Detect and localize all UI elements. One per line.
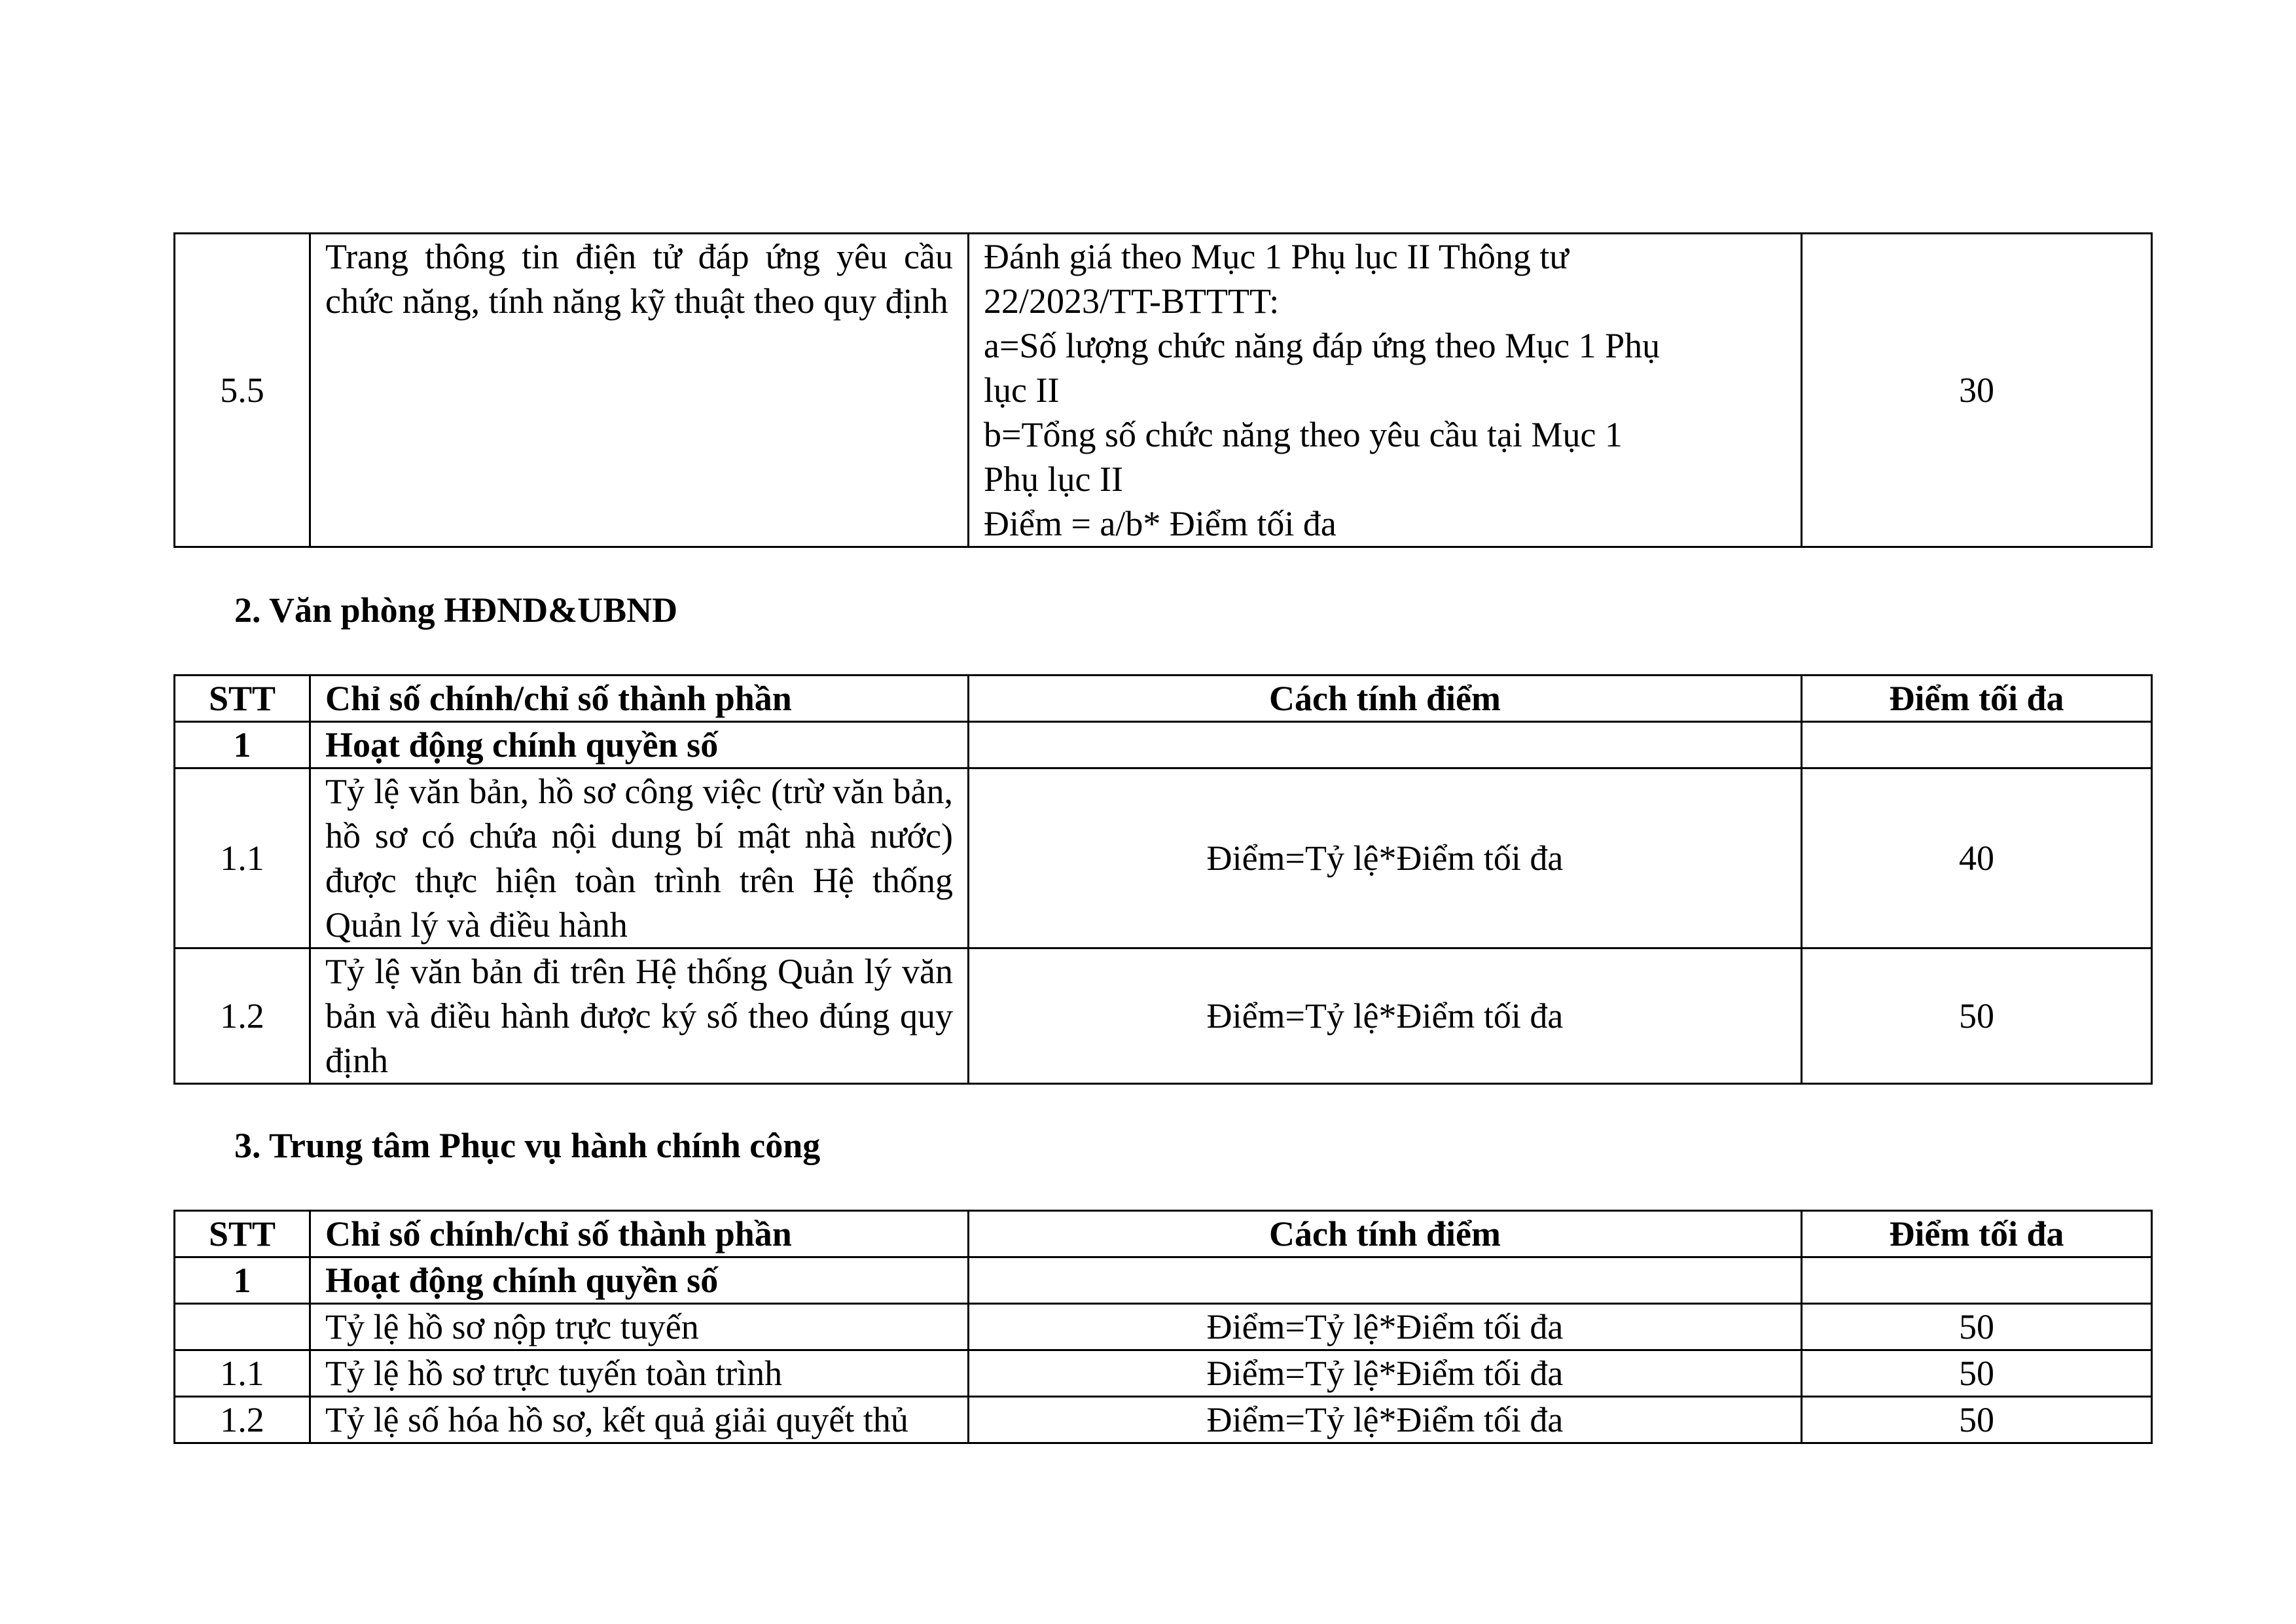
row-stt: 5.5 [175, 234, 310, 547]
method-line: b=Tổng số chức năng theo yêu cầu tại Mục 1 [984, 415, 1623, 454]
header-stt: STT [175, 1211, 310, 1257]
method-line: lục II [984, 370, 1060, 410]
header-indicator: Chỉ số chính/chỉ số thành phần [310, 1211, 969, 1257]
method-line: Đánh giá theo Mục 1 Phụ lục II Thông tư [984, 237, 1569, 276]
row-method: Điểm=Tỷ lệ*Điểm tối đa [969, 1397, 1802, 1443]
row-stt: 1.2 [175, 1397, 310, 1443]
row-stt [175, 1304, 310, 1350]
header-indicator: Chỉ số chính/chỉ số thành phần [310, 676, 969, 722]
table-header-row [175, 676, 2152, 722]
table-row [175, 768, 2152, 948]
header-stt: STT [175, 676, 310, 722]
method-line: Điểm = a/b* Điểm tối đa [984, 504, 1336, 543]
row-method: Điểm=Tỷ lệ*Điểm tối đa [969, 948, 1802, 1084]
table-row [175, 1350, 2152, 1397]
row-max-score: 50 [1802, 1397, 2152, 1443]
section-heading: 3. Trung tâm Phục vụ hành chính công [234, 1126, 821, 1165]
row-stt: 1.1 [175, 768, 310, 948]
group-title: Hoạt động chính quyền số [310, 1257, 969, 1304]
table-header-row [175, 1211, 2152, 1257]
empty-cell [969, 1257, 1802, 1304]
group-title: Hoạt động chính quyền số [310, 722, 969, 768]
section-heading: 2. Văn phòng HĐND&UBND [234, 590, 678, 630]
row-indicator: Tỷ lệ hồ sơ nộp trực tuyến [310, 1304, 969, 1350]
group-stt: 1 [175, 1257, 310, 1304]
row-indicator: Tỷ lệ số hóa hồ sơ, kết quả giải quyết thủ [310, 1397, 969, 1443]
row-indicator: Tỷ lệ văn bản, hồ sơ công việc (trừ văn bản, hồ sơ có chứa nội dung bí mật nhà nước) được thực hiện toàn trình trên Hệ thống Quản lý và điều hành [310, 768, 969, 948]
empty-cell [1802, 1257, 2152, 1304]
header-max-score: Điểm tối đa [1802, 1211, 2152, 1257]
table-group-row [175, 722, 2152, 768]
row-stt: 1.1 [175, 1350, 310, 1397]
row-method: Điểm=Tỷ lệ*Điểm tối đa [969, 1304, 1802, 1350]
row-max-score: 40 [1802, 768, 2152, 948]
table-group-row [175, 1257, 2152, 1304]
row-max-score: 50 [1802, 948, 2152, 1084]
method-line: Phụ lục II [984, 460, 1123, 499]
header-method: Cách tính điểm [969, 1211, 1802, 1257]
criteria-table-continued [173, 232, 2153, 548]
header-max-score: Điểm tối đa [1802, 676, 2152, 722]
method-line: 22/2023/TT-BTTTT: [984, 281, 1280, 321]
empty-cell [969, 722, 1802, 768]
row-indicator: Tỷ lệ văn bản đi trên Hệ thống Quản lý văn bản và điều hành được ký số theo đúng quy định [310, 948, 969, 1084]
row-max-score: 50 [1802, 1304, 2152, 1350]
row-method: Điểm=Tỷ lệ*Điểm tối đa [969, 1350, 1802, 1397]
table-row [175, 1304, 2152, 1350]
table-row [175, 234, 2152, 547]
criteria-table-office [173, 674, 2153, 1085]
header-method: Cách tính điểm [969, 676, 1802, 722]
row-stt: 1.2 [175, 948, 310, 1084]
row-indicator: Trang thông tin điện tử đáp ứng yêu cầu chức năng, tính năng kỹ thuật theo quy định [310, 234, 969, 547]
row-max-score: 50 [1802, 1350, 2152, 1397]
row-max-score: 30 [1802, 234, 2152, 547]
row-method: Điểm=Tỷ lệ*Điểm tối đa [969, 768, 1802, 948]
group-stt: 1 [175, 722, 310, 768]
empty-cell [1802, 722, 2152, 768]
row-method [969, 234, 1802, 547]
criteria-table-public-service [173, 1210, 2153, 1444]
table-row [175, 1397, 2152, 1443]
row-indicator: Tỷ lệ hồ sơ trực tuyến toàn trình [310, 1350, 969, 1397]
table-row [175, 948, 2152, 1084]
method-line: a=Số lượng chức năng đáp ứng theo Mục 1 Phụ [984, 326, 1660, 365]
